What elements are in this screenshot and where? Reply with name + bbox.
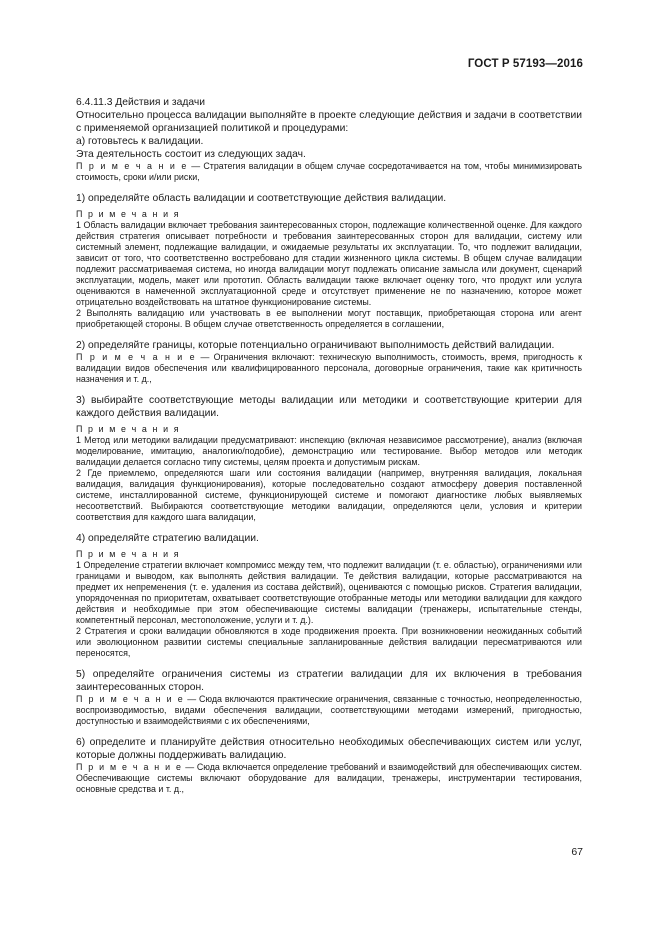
notes-3-label: П р и м е ч а н и я <box>76 424 181 434</box>
notes-1-label: П р и м е ч а н и я <box>76 209 181 219</box>
note-text: — Ограничения включают: техническую выполнимость, стоимость, время, пригодность к валидации видов обеспечения или квалифицированного персонала, договорные ограничения, такие как критичность назначения и т. д., <box>76 352 582 384</box>
note-label: П р и м е ч а н и е <box>76 762 183 772</box>
notes-4-label: П р и м е ч а н и я <box>76 549 181 559</box>
note-5 <box>76 694 582 727</box>
item-a-description: Эта деятельность состоит из следующих задач. <box>76 149 306 160</box>
note-label: П р и м е ч а н и е <box>76 352 197 362</box>
task-5: 5) определяйте ограничения системы из стратегии валидации для их включения в требования заинтересованных сторон. <box>76 669 582 693</box>
note-label: П р и м е ч а н и е <box>76 694 185 704</box>
document-id: ГОСТ Р 57193—2016 <box>467 58 583 70</box>
notes-4-item-1: 1 Определение стратегии включает компромисс между тем, что подлежит валидации (т. е. областью), ограничениями или границами и выводом, как выполнять действия валидации. Те действия валидации, которые рассматриваются на предмет их непременения (т. е. удаления из состава действий), оцениваются с помощью рисков. Стратегия валидации, упорядоченная по приоритетам, охватывает соответствующие отобранные методы или методики валидации для каждого действия и необходимые при этом обеспечивающие системы валидации (тренажеры, испытательные стенды, компетентный персонал, местоположение, услуги и т. д.). <box>76 560 582 625</box>
notes-4-item-2: 2 Стратегия и сроки валидации обновляются в ходе продвижения проекта. При возникновении неожиданных событий или эволюционном развитии системы специальные запланированные действия валидации пересматриваются или переносятся, <box>76 626 582 658</box>
note-text: — Сюда включается определение требований и взаимодействий для обеспечивающих систем. Обеспечивающие системы включают оборудование для валидации, тренажеры, инструментарии тестирования, основные средства и т. д., <box>76 762 582 794</box>
note-2 <box>76 352 582 385</box>
section-title: 6.4.11.3 Действия и задачи <box>76 97 205 108</box>
notes-3-item-1: 1 Метод или методики валидации предусматривают: инспекцию (включая независимое рассмотрение), анализ (включая моделирование, имитацию, аналогию/подобие), демонстрацию или тестирование. Выбор методов или методик валидации делается согласно типу системы, целям проекта и допустимым рискам. <box>76 435 582 467</box>
task-4: 4) определяйте стратегию валидации. <box>76 533 259 544</box>
notes-1-item-2: 2 Выполнять валидацию или участвовать в ее выполнении могут поставщик, приобретающая сторона или агент приобретающей стороны. В общем случае ответственность определяется в соглашении, <box>76 308 582 329</box>
task-1: 1) определяйте область валидации и соответствующие действия валидации. <box>76 193 447 204</box>
task-6: 6) определите и планируйте действия относительно необходимых обеспечивающих систем или услуг, которые должны поддерживать валидацию. <box>76 737 582 761</box>
page-number: 67 <box>571 846 583 858</box>
note-text: — Сюда включаются практические ограничения, связанные с точностью, неопределенностью, воспроизводимостью, видами обеспечения валидации, соответствующими методами измерений, пригодностью, доступностью и взаимодействиями с их обеспечениями, <box>76 694 582 726</box>
task-3: 3) выбирайте соответствующие методы валидации или методики и соответствующие критерии для каждого действия валидации. <box>76 395 582 419</box>
notes-1-item-1: 1 Область валидации включает требования заинтересованных сторон, подлежащие количественной оценке. Для каждого действия стратегия описывает потребности и требования заинтересованных сторон для валидации, систему или системный элемент, подлежащие валидации, и ожидаемые результаты их эксплуатации. То, что подлежит валидации, зависит от того, что соответственно востребовано для стадии жизненного цикла системы. В общем случае валидации подлежит рассматриваемая система, но иногда валидации могут подлежать описание замысла или документ, сценарий эксплуатации, модель, макет или прототип. Область валидации также включает оценку того, что продукт или услуга оцениваются в намеченной эксплуатационной среде и отсутствует применение не по назначению, которое может отрицательно воздействовать на штатное функционирование системы. <box>76 220 582 307</box>
task-2: 2) определяйте границы, которые потенциально ограничивают выполнимость действий валидации. <box>76 340 555 351</box>
note-label: П р и м е ч а н и е <box>76 161 188 171</box>
page-body <box>76 96 582 795</box>
intro-paragraph: Относительно процесса валидации выполняйте в проекте следующие действия и задачи в соответствии с применяемой организацией политикой и процедурами: <box>76 110 582 134</box>
note-0 <box>76 161 582 183</box>
note-text: — Стратегия валидации в общем случае сосредотачивается на том, чтобы минимизировать стоимость, сроки и/или риски, <box>76 161 582 182</box>
note-6 <box>76 762 582 795</box>
item-a: а) готовьтесь к валидации. <box>76 136 204 147</box>
notes-3-item-2: 2 Где приемлемо, определяются шаги или состояния валидации (например, внутренняя валидация, локальная валидация, валидация функционирования), которые последовательно создают атмосферу доверия поставленной системе, инсталлированной системе, функционирующей системе и помогают диагностике любых выявляемых несоответствий. Выбираются соответствующие методики валидации, определяются цели, условия и критерии соответствия для каждого шага валидации, <box>76 468 582 522</box>
